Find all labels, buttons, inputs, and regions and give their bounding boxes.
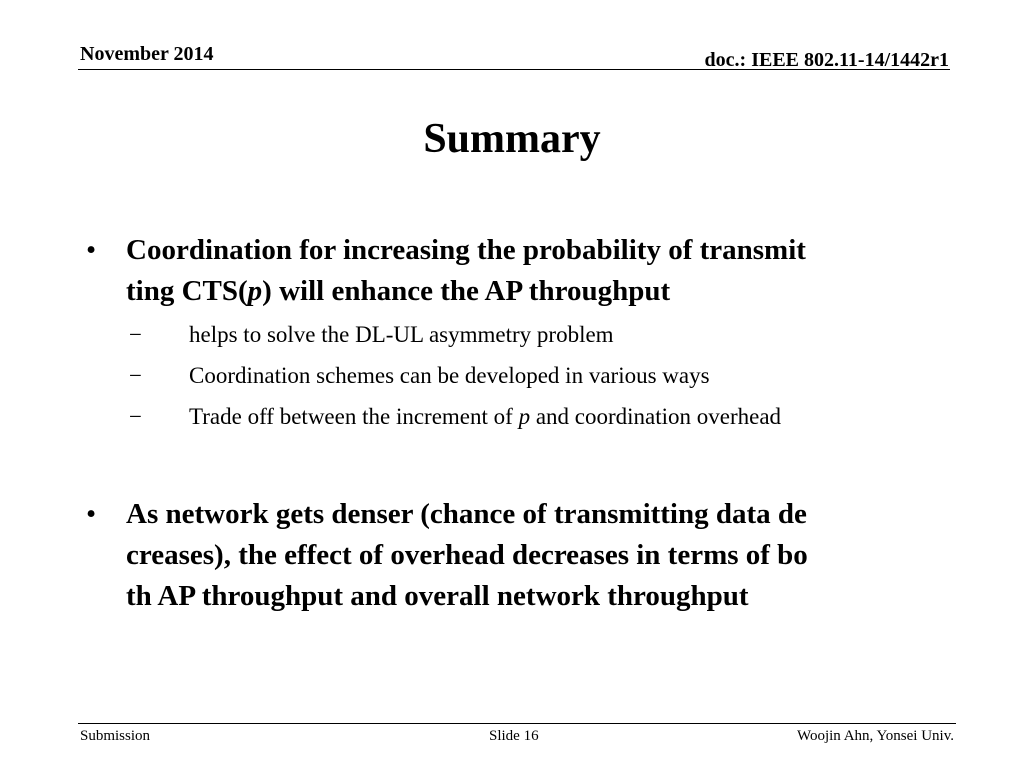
bullet-line xyxy=(126,271,946,312)
sub-bullet-item xyxy=(129,362,710,390)
sub-bullet-item xyxy=(129,403,782,431)
sub-bullet-text: Coordination schemes can be developed in various ways xyxy=(189,363,710,388)
sub-bullet-marker: − xyxy=(129,322,142,347)
variable-p: p xyxy=(518,404,531,429)
sub-bullet-item xyxy=(129,321,614,349)
text-run: Trade off between the increment of xyxy=(189,404,519,429)
sub-bullet-marker: − xyxy=(129,404,142,429)
sub-bullet-text: helps to solve the DL-UL asymmetry problem xyxy=(189,322,614,347)
text-run: ting CTS( xyxy=(126,275,248,307)
text-run: and coordination overhead xyxy=(530,404,782,429)
bullet-line: th AP throughput and overall network throughput xyxy=(126,580,749,612)
text-run: ) will enhance the AP throughput xyxy=(262,275,671,307)
header-doc-id: doc.: IEEE 802.11-14/1442r1 xyxy=(704,49,949,71)
bullet-marker: • xyxy=(86,498,97,530)
header-divider xyxy=(78,69,950,70)
footer-slide-number: Slide 16 xyxy=(489,728,539,744)
bullet-line: creases), the effect of overhead decreases in terms of bo xyxy=(126,539,808,571)
footer-submission: Submission xyxy=(80,728,151,744)
slide-title: Summary xyxy=(423,116,601,162)
bullet-item xyxy=(86,494,946,617)
sub-bullet-marker: − xyxy=(129,363,142,388)
bullet-line: Coordination for increasing the probability of transmit xyxy=(126,234,806,266)
header-date: November 2014 xyxy=(80,43,214,65)
bullet-line: As network gets denser (chance of transmitting data de xyxy=(126,498,807,530)
sub-bullet-text xyxy=(189,404,781,429)
bullet-marker: • xyxy=(86,234,97,266)
footer-divider xyxy=(78,723,956,724)
footer-author: Woojin Ahn, Yonsei Univ. xyxy=(796,728,954,744)
variable-p: p xyxy=(247,275,263,307)
bullet-item xyxy=(86,230,946,312)
